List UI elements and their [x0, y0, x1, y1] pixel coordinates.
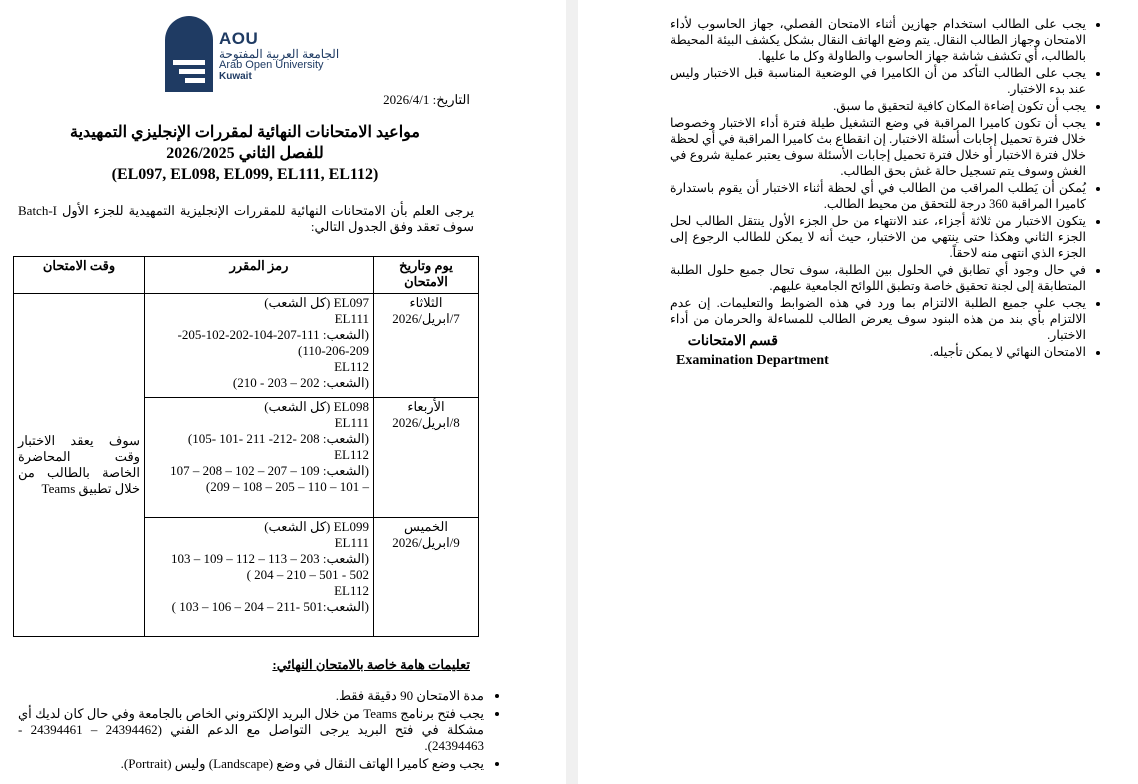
header-time: وقت الامتحان — [14, 257, 145, 294]
code-line: – 101 – 110 – 205 – 108 – 209) — [205, 479, 369, 494]
day-date: 9/ابريل/2026 — [392, 535, 460, 550]
code-line: EL112 — [334, 447, 369, 462]
code-line: EL112 — [334, 359, 369, 374]
day-cell — [374, 518, 479, 637]
code-line: EL099 (كل الشعب) — [264, 519, 369, 534]
document-date: التاريخ: 2026/4/1 — [383, 92, 470, 107]
code-line: (الشعب: 203 – 113 – 112 – 109 – 103 — [171, 551, 369, 566]
code-cell — [145, 518, 374, 637]
code-line: EL111 — [334, 535, 369, 550]
day-name: الأربعاء — [407, 399, 445, 414]
logo-text — [219, 30, 339, 82]
time-cell — [14, 294, 145, 637]
code-line: EL112 — [334, 583, 369, 598]
day-name: الثلاثاء — [409, 295, 443, 310]
logo-name-english: Arab Open University — [219, 59, 324, 72]
day-name: الخميس — [404, 519, 448, 534]
code-line: EL111 — [334, 415, 369, 430]
list-item: • يجب على الطالب استخدام جهازين أثناء الامتحان الفصلي، جهاز الحاسوب لأداء الامتحان وجهاز الطالب النقال. يتم وضع الهاتف النقال بشكل يكشف البيئة المحيطة بالطالب، أي تكشف شاشة جهاز الحاسوب والطاولة وكل ما عليها. — [670, 16, 1086, 64]
instructions-list — [18, 688, 502, 774]
title-line-1: مواعيد الامتحانات النهائية لمقررات الإنجليزي التمهيدية — [69, 124, 420, 141]
list-item: • يجب على جميع الطلبة الالتزام بما ورد في هذه الضوابط والتعليمات. إن عدم الالتزام بأي بند من هذه البنود سوف يعرض الطالب للمساءلة والحرمان من أداء الاختبار. — [670, 295, 1086, 343]
list-item: • مدة الامتحان 90 دقيقة فقط. — [18, 688, 484, 704]
code-line: EL098 (كل الشعب) — [264, 399, 369, 414]
list-item: • يجب وضع كاميرا الهاتف النقال في وضع (Landscape) وليس (Portrait). — [18, 756, 484, 772]
code-line: (الشعب: 208 -212- 211 -101 -105) — [187, 431, 369, 446]
logo-abbr: AOU — [219, 29, 259, 48]
department-name-arabic: قسم الامتحانات — [687, 334, 778, 349]
intro-paragraph: يرجى العلم بأن الامتحانات النهائية للمقررات الإنجليزية التمهيدية للجزء الأول Batch-I سوف تعقد وفق الجدول التالي: — [18, 203, 474, 234]
list-item: • في حال وجود أي تطابق في الحلول بين الطلبة، سوف تحال جميع حلول الطلبة المتطابقة إلى لجنة تحقيق خاصة وتطبق اللوائح الجامعية عليهم. — [670, 262, 1086, 294]
rules-list — [670, 16, 1104, 361]
university-logo-icon — [165, 16, 213, 92]
instructions-title: تعليمات هامة خاصة بالامتحان النهائي: — [272, 657, 470, 672]
department-name-english: Examination Department — [676, 353, 829, 368]
list-item: • يجب على الطالب التأكد من أن الكاميرا في الوضعية المناسبة قبل الاختبار وليس عند بدء الاختبار. — [670, 65, 1086, 97]
list-item: • يتكون الاختبار من ثلاثة أجزاء، عند الانتهاء من حل الجزء الأول ينتقل الطالب لحل الجزء الثاني وهكذا حتى ينتهي من الاختبار، حيث أنه لا يمكن للطالب الرجوع إلى الجزء الذي انتهى منه لاحقاً. — [670, 213, 1086, 261]
list-item: • يجب فتح برنامج Teams من خلال البريد الإلكتروني الخاص بالجامعة وفي حال كان لديك أي مشكلة في فتح البريد يرجى التواصل مع الدعم الفني (24394462 – 24394461 - 24394463). — [18, 706, 484, 754]
header-day: يوم وتاريخ الامتحان — [374, 257, 479, 294]
day-date: 7/ابريل/2026 — [392, 311, 460, 326]
code-line: 110-206-209) — [297, 343, 369, 358]
code-line: EL111 — [334, 311, 369, 326]
document-title — [60, 122, 430, 185]
code-line: 502 - 501 – 210 – 204 ) — [246, 567, 369, 582]
list-item: • يُمكن أن يَطلب المراقب من الطالب في أي لحظة أثناء الاختبار أن يقوم باستدارة كاميرا المراقبة 360 درجة للتحقق من محيط الطالب. — [670, 180, 1086, 212]
header-code: رمز المقرر — [145, 257, 374, 294]
university-logo — [165, 16, 345, 92]
day-cell — [374, 398, 479, 518]
list-item: • يجب أن تكون إضاءة المكان كافية لتحقيق ما سبق. — [670, 98, 1086, 114]
time-note: سوف يعقد الاختبار وقت المحاضرة الخاصة بالطالب من خلال تطبيق Teams — [18, 433, 140, 496]
code-cell — [145, 294, 374, 398]
logo-name-arabic: الجامعة العربية المفتوحة — [219, 46, 340, 61]
code-line: (الشعب:501 -211 – 204 – 106 – 103 ) — [171, 599, 369, 614]
title-line-3: (EL097, EL098, EL099, EL111, EL112) — [111, 166, 379, 183]
day-cell — [374, 294, 479, 398]
title-line-2: للفصل الثاني 2026/2025 — [166, 145, 324, 162]
logo-country: Kuwait — [219, 70, 252, 82]
document-page-1 — [0, 0, 566, 784]
day-date: 8/ابريل/2026 — [392, 415, 460, 430]
document-page-2 — [578, 0, 1138, 784]
list-item: • الامتحان النهائي لا يمكن تأجيله. — [670, 344, 1086, 360]
table-header-row — [14, 257, 479, 294]
code-line: (الشعب: 111-207-104-202-102-205- — [177, 327, 369, 342]
list-item: • يجب أن تكون كاميرا المراقبة في وضع التشغيل طيلة فترة أداء الاختبار وخصوصا خلال فترة تحميل إجابات أسئلة الاختبار. إن انقطاع بث كاميرا المراقبة في أي لحظة خلال فترة الاختبار أو خلال فترة تحميل إجابات الأسئلة سوف يعتبر عملية شروع في الغش وسوف يتم تسجيل حالة غش بحق الطالب. — [670, 115, 1086, 179]
code-line: EL097 (كل الشعب) — [264, 295, 369, 310]
code-cell — [145, 398, 374, 518]
table-row — [14, 294, 479, 398]
exam-schedule-table — [13, 256, 479, 637]
code-line: (الشعب: 202 – 203 - 210) — [232, 375, 369, 390]
code-line: (الشعب: 109 – 207 – 102 – 208 – 107 — [170, 463, 369, 478]
